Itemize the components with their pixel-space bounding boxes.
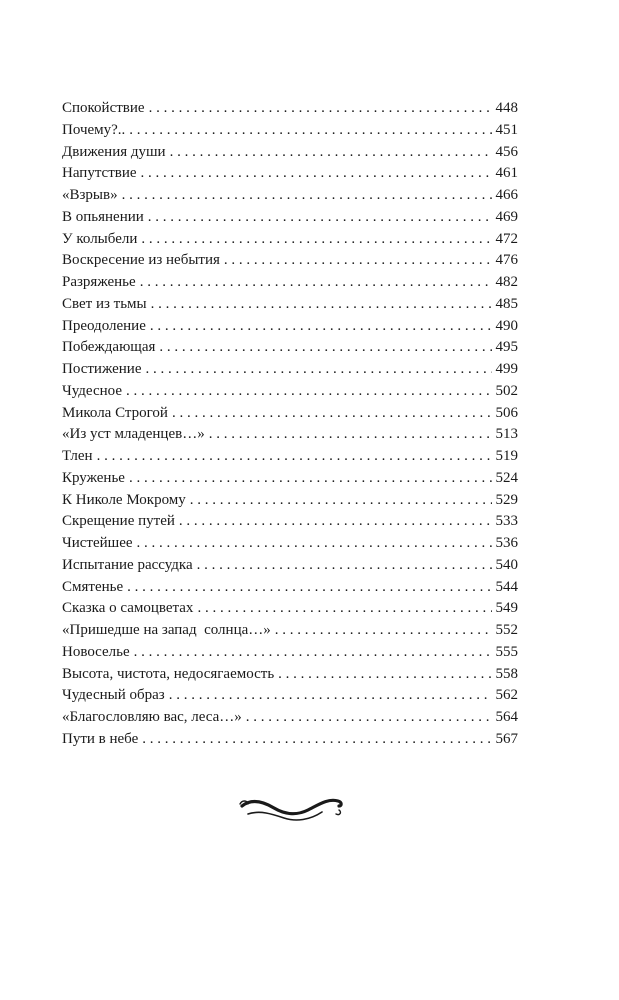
flourish-ornament-icon bbox=[238, 792, 344, 824]
toc-entry[interactable] bbox=[62, 642, 518, 664]
dot-leader bbox=[197, 598, 491, 620]
toc-entry[interactable] bbox=[62, 729, 518, 751]
dot-leader bbox=[134, 642, 492, 664]
dot-leader bbox=[141, 229, 491, 251]
toc-entry[interactable] bbox=[62, 250, 518, 272]
toc-entry[interactable] bbox=[62, 294, 518, 316]
toc-entry-title: Тлен bbox=[62, 448, 93, 464]
toc-entry[interactable] bbox=[62, 533, 518, 555]
toc-entry-title: Испытание рассудка bbox=[62, 556, 193, 573]
toc-entry-page: 469 bbox=[495, 208, 518, 225]
toc-entry-title: «Из уст младенцев…» bbox=[62, 426, 205, 443]
toc-entry[interactable] bbox=[62, 381, 518, 403]
dot-leader bbox=[127, 577, 491, 599]
toc-entry-title: «Пришедше на запад солнца…» bbox=[62, 622, 271, 638]
toc-entry-page: 502 bbox=[495, 382, 518, 399]
dot-leader bbox=[145, 359, 491, 381]
toc-entry[interactable] bbox=[62, 207, 518, 229]
toc-entry[interactable] bbox=[62, 620, 518, 642]
dot-leader bbox=[140, 272, 492, 294]
dot-leader bbox=[275, 620, 492, 642]
toc-entry[interactable] bbox=[62, 229, 518, 251]
toc-entry-title: Скрещение путей bbox=[62, 513, 175, 530]
toc-entry[interactable] bbox=[62, 685, 518, 707]
dot-leader bbox=[129, 468, 492, 490]
dot-leader bbox=[122, 185, 492, 207]
toc-entry-page: 544 bbox=[495, 578, 518, 595]
toc-entry-page: 461 bbox=[495, 165, 518, 182]
toc-entry-page: 558 bbox=[495, 665, 518, 682]
dot-leader bbox=[197, 555, 492, 577]
toc-entry-title: Напутствие bbox=[62, 165, 137, 182]
toc-entry-page: 549 bbox=[495, 600, 518, 617]
dot-leader bbox=[142, 729, 491, 751]
toc-entry-page: 476 bbox=[495, 252, 518, 269]
toc-entry-title: Микола Строгой bbox=[62, 404, 168, 421]
dot-leader bbox=[149, 98, 492, 120]
toc-entry[interactable] bbox=[62, 664, 518, 686]
toc-entry[interactable] bbox=[62, 120, 518, 142]
toc-entry-page: 472 bbox=[495, 230, 518, 247]
toc-entry-page: 536 bbox=[495, 535, 518, 551]
toc-entry[interactable] bbox=[62, 424, 518, 446]
toc-entry-page: 495 bbox=[495, 339, 518, 356]
toc-entry-title: Пути в небе bbox=[62, 730, 139, 747]
toc-entry-title: К Николе Мокрому bbox=[62, 491, 186, 508]
toc-entry-page: 562 bbox=[495, 687, 518, 704]
toc-entry[interactable] bbox=[62, 555, 518, 577]
toc-entry-title: Почему?.. bbox=[62, 121, 126, 138]
toc-entry-title: Высота, чистота, недосягаемость bbox=[62, 665, 275, 682]
toc-entry-page: 513 bbox=[495, 426, 518, 443]
toc-entry[interactable] bbox=[62, 511, 518, 533]
dot-leader bbox=[151, 294, 492, 316]
toc-entry[interactable] bbox=[62, 359, 518, 381]
toc-entry-page: 451 bbox=[495, 121, 518, 138]
toc-entry-title: У колыбели bbox=[62, 230, 138, 247]
toc-entry-page: 567 bbox=[495, 730, 518, 747]
toc-entry-title: «Взрыв» bbox=[62, 187, 118, 203]
dot-leader bbox=[224, 250, 492, 272]
toc-entry-title: Разряженье bbox=[62, 274, 136, 290]
toc-entry-page: 482 bbox=[495, 274, 518, 290]
toc-entry[interactable] bbox=[62, 577, 518, 599]
dot-leader bbox=[246, 707, 492, 729]
toc-entry-page: 466 bbox=[495, 187, 518, 203]
toc-entry[interactable] bbox=[62, 337, 518, 359]
toc-entry-title: Сказка о самоцветах bbox=[62, 600, 194, 617]
toc-entry[interactable] bbox=[62, 272, 518, 294]
dot-leader bbox=[97, 446, 492, 468]
dot-leader bbox=[159, 337, 491, 359]
dot-leader bbox=[148, 207, 492, 229]
dot-leader bbox=[170, 142, 492, 164]
toc-entry[interactable] bbox=[62, 142, 518, 164]
toc-entry[interactable] bbox=[62, 98, 518, 120]
dot-leader bbox=[126, 381, 492, 403]
dot-leader bbox=[190, 490, 492, 512]
toc-entry-title: Чудесный образ bbox=[62, 687, 165, 704]
toc-entry-title: «Благословляю вас, леса…» bbox=[62, 709, 242, 725]
toc-entry-title: Спокойствие bbox=[62, 100, 145, 116]
toc-entry-page: 533 bbox=[495, 513, 518, 530]
dot-leader bbox=[150, 316, 492, 338]
dot-leader bbox=[278, 664, 491, 686]
toc-entry[interactable] bbox=[62, 598, 518, 620]
dot-leader bbox=[137, 533, 492, 555]
toc-entry-title: Побеждающая bbox=[62, 339, 156, 356]
dot-leader bbox=[209, 424, 492, 446]
toc-entry[interactable] bbox=[62, 316, 518, 338]
toc-entry[interactable] bbox=[62, 468, 518, 490]
toc-entry-title: Круженье bbox=[62, 469, 125, 486]
toc-entry-page: 490 bbox=[495, 317, 518, 334]
toc-entry-title: Движения души bbox=[62, 143, 166, 160]
toc-entry-title: Преодоление bbox=[62, 317, 146, 334]
dot-leader bbox=[129, 120, 491, 142]
toc-entry-page: 524 bbox=[495, 469, 518, 486]
toc-entry-title: Свет из тьмы bbox=[62, 295, 147, 312]
toc-entry[interactable] bbox=[62, 185, 518, 207]
toc-entry-title: Постижение bbox=[62, 361, 142, 377]
toc-entry-title: Воскресение из небытия bbox=[62, 252, 220, 269]
toc-entry[interactable] bbox=[62, 403, 518, 425]
toc-entry-page: 564 bbox=[495, 709, 518, 725]
toc-entry-page: 552 bbox=[495, 622, 518, 638]
dot-leader bbox=[172, 403, 492, 425]
toc-entry-page: 555 bbox=[495, 643, 518, 660]
toc-entry-page: 540 bbox=[495, 556, 518, 573]
toc-entry-title: Смятенье bbox=[62, 578, 124, 595]
toc-entry-page: 456 bbox=[495, 143, 518, 160]
dot-leader bbox=[169, 685, 492, 707]
toc-entry[interactable] bbox=[62, 490, 518, 512]
toc-entry-title: Новоселье bbox=[62, 643, 130, 660]
toc-entry-page: 529 bbox=[495, 491, 518, 508]
dot-leader bbox=[141, 163, 492, 185]
toc-entry-page: 499 bbox=[495, 361, 518, 377]
toc-entry-page: 485 bbox=[495, 295, 518, 312]
toc-entry-page: 519 bbox=[495, 448, 518, 464]
toc-entry-title: В опьянении bbox=[62, 208, 144, 225]
toc-entry[interactable] bbox=[62, 163, 518, 185]
table-of-contents bbox=[62, 98, 518, 751]
toc-entry-page: 448 bbox=[495, 100, 518, 116]
toc-entry[interactable] bbox=[62, 446, 518, 468]
toc-entry-title: Чудесное bbox=[62, 382, 122, 399]
dot-leader bbox=[179, 511, 492, 533]
toc-entry[interactable] bbox=[62, 707, 518, 729]
toc-entry-page: 506 bbox=[495, 404, 518, 421]
toc-entry-title: Чистейшее bbox=[62, 535, 133, 551]
